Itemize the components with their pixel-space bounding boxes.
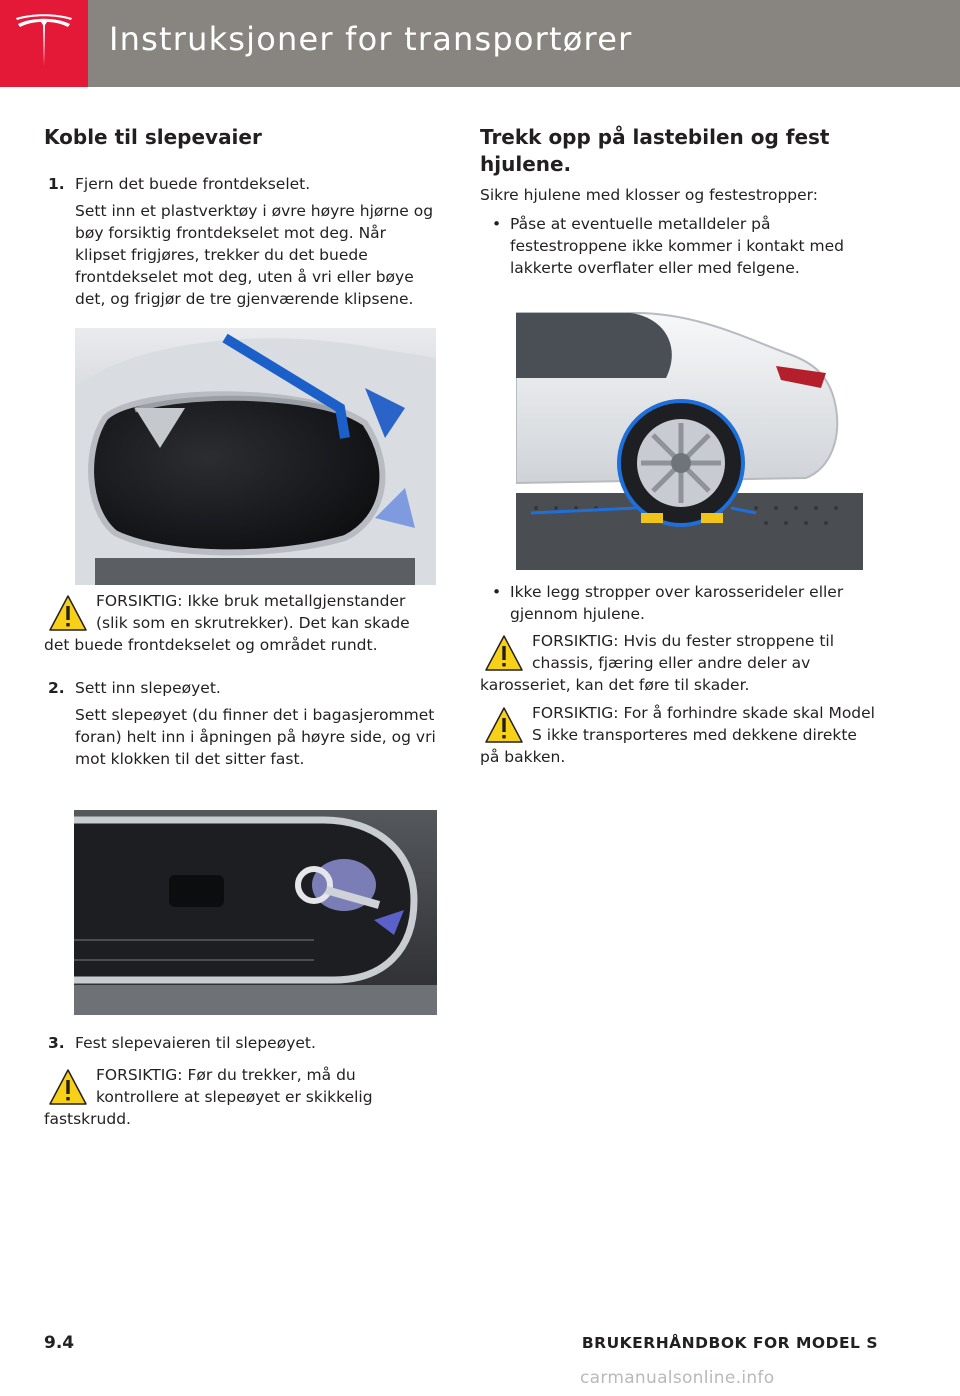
- step-number-2: 2.: [48, 679, 65, 697]
- page-title: Instruksjoner for transportører: [109, 20, 633, 58]
- warning-no-ground-transport: [480, 702, 880, 768]
- tow-eye-insertion-illustration: [74, 810, 437, 1015]
- warning-text: FORSIKTIG: Før du trekker, må du kontrollere at slepeøyet er skikkelig fastskrudd.: [44, 1066, 373, 1128]
- warning-tow-eye-tight: [44, 1064, 438, 1130]
- watermark: carmanualsonline.info: [580, 1368, 775, 1388]
- car-wheel-strapped-illustration: [516, 308, 863, 570]
- warning-text: FORSIKTIG: For å forhindre skade skal Model S ikke transporteres med dekkene direkte på bakken.: [480, 704, 875, 766]
- step-number-1: 1.: [48, 175, 65, 193]
- bullet-text: Ikke legg stropper over karosserideler eller gjennom hjulene.: [510, 583, 844, 623]
- page-header: [0, 0, 960, 87]
- step-2-body: Sett slepeøyet (du finner det i bagasjerommet foran) helt inn i åpningen på høyre side, og vri mot klokken til det sitter fast.: [75, 706, 436, 768]
- warning-strap-chassis: [480, 630, 880, 696]
- bullet-dot: •: [492, 215, 502, 233]
- section-heading-truck: Trekk opp på lastebilen og fest hjulene.: [480, 125, 830, 176]
- wheels-intro: Sikre hjulene med klosser og festestropper:: [480, 186, 818, 204]
- step-3-title: Fest slepevaieren til slepeøyet.: [75, 1034, 316, 1052]
- bullet-text: Påse at eventuelle metalldeler på festestroppene ikke kommer i kontakt med lakkerte overflater eller med felgene.: [510, 215, 844, 277]
- warning-icon: [44, 590, 96, 632]
- bullet-dot: •: [492, 583, 502, 601]
- step-1-body: Sett inn et plastverktøy i øvre høyre hjørne og bøy forsiktig frontdekselet mot deg. Når klipset frigjøres, trekker du det buede frontdekselet mot deg, uten å vri eller bøye det, og frigjør de tre gjenværende klipsene.: [75, 202, 434, 308]
- manual-title: BRUKERHÅNDBOK FOR MODEL S: [581, 1334, 878, 1352]
- step-2-title: Sett inn slepeøyet.: [75, 679, 221, 697]
- warning-text: FORSIKTIG: Hvis du fester stroppene til chassis, fjæring eller andre deler av karosseriet, kan det føre til skader.: [480, 632, 835, 694]
- step-number-3: 3.: [48, 1034, 65, 1052]
- tesla-logo-icon: [14, 14, 74, 74]
- page-number: 9.4: [44, 1333, 75, 1353]
- step-1-title: Fjern det buede frontdekselet.: [75, 175, 311, 193]
- warning-icon: [480, 702, 532, 744]
- tesla-logo: [0, 0, 88, 87]
- front-cover-removal-illustration: [75, 328, 436, 585]
- warning-icon: [44, 1064, 96, 1106]
- bullet-no-body-straps: [492, 581, 878, 625]
- warning-icon: [480, 630, 532, 672]
- warning-metal-tools: [44, 590, 438, 656]
- bullet-metal-parts: [492, 213, 878, 279]
- section-heading-tow-cable: Koble til slepevaier: [44, 125, 262, 149]
- warning-text: FORSIKTIG: Ikke bruk metallgjenstander (slik som en skrutrekker). Det kan skade det buede frontdekselet og området rundt.: [44, 592, 410, 654]
